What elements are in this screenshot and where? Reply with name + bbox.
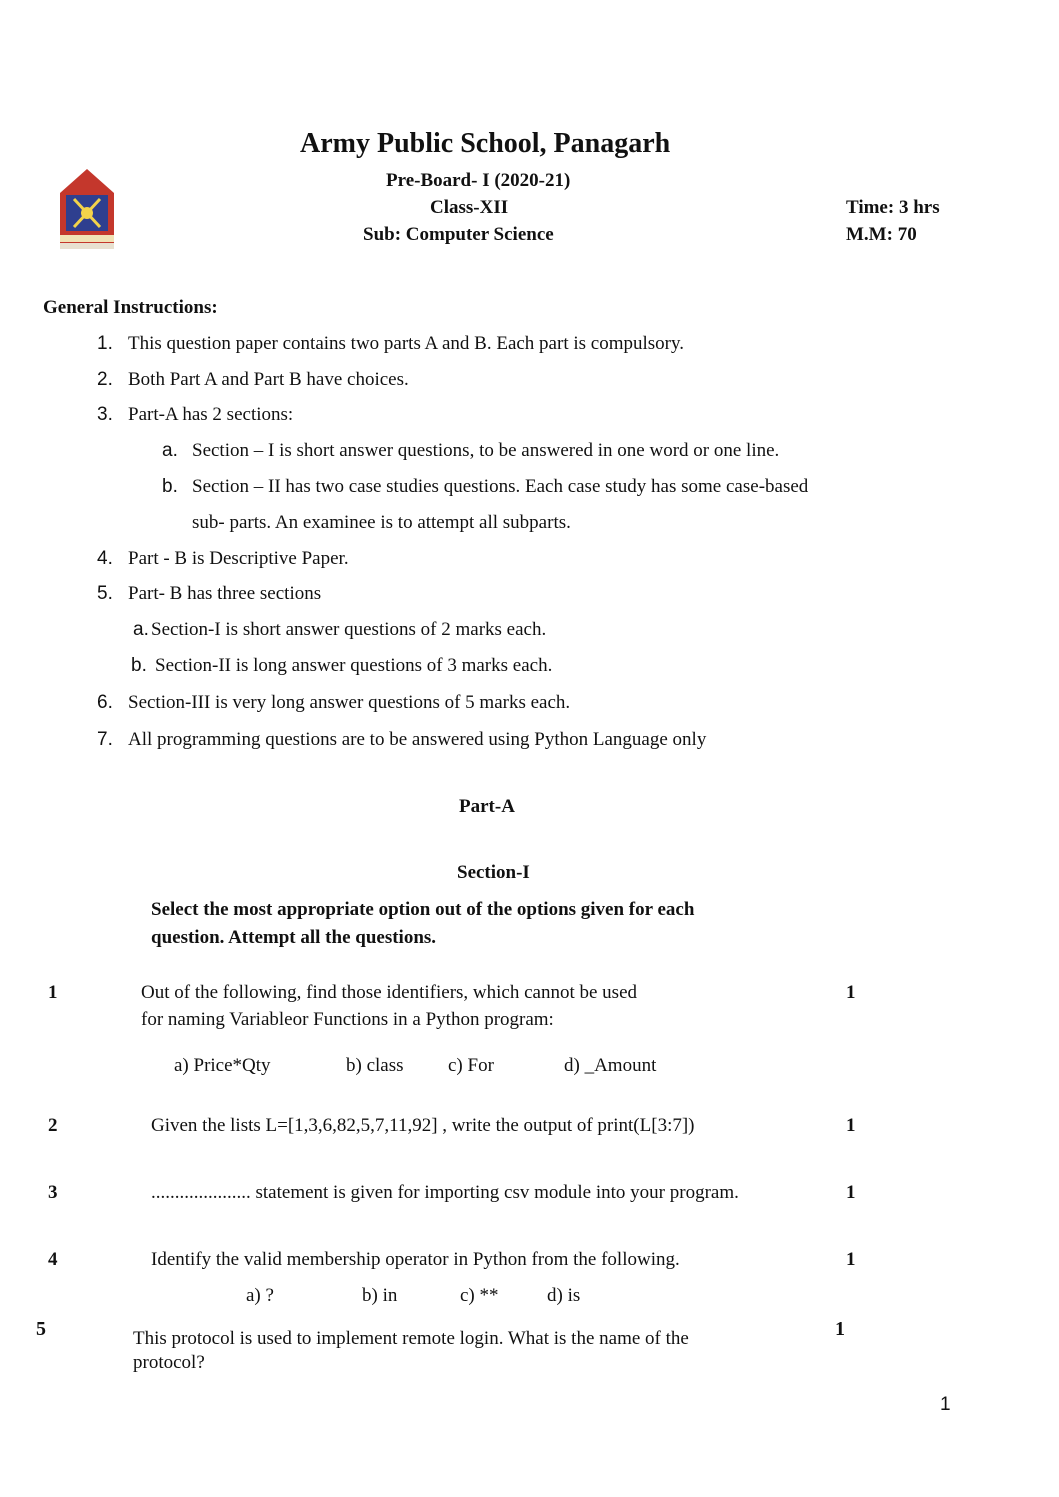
- instructions-heading: General Instructions:: [43, 297, 218, 318]
- part-heading: Part-A: [459, 796, 515, 817]
- question-option: d) is: [547, 1285, 581, 1306]
- question-option: a) ?: [246, 1285, 274, 1306]
- question-option: c) For: [448, 1055, 494, 1076]
- instruction-text: sub- parts. An examinee is to attempt all subparts.: [192, 512, 571, 533]
- question-text: Identify the valid membership operator in Python from the following.: [151, 1249, 680, 1270]
- instruction-text: Section-I is short answer questions of 2 marks each.: [151, 619, 547, 640]
- instruction-text: Section – II has two case studies questions. Each case study has some case-based: [192, 476, 809, 497]
- subject-label: Sub: Computer Science: [363, 224, 554, 245]
- class-label: Class-XII: [430, 197, 509, 218]
- page-number: 1: [940, 1394, 951, 1415]
- instruction-subletter: b.: [162, 476, 178, 497]
- question-option: c) **: [460, 1285, 499, 1306]
- instruction-number: 7.: [97, 729, 113, 750]
- question-number: 3: [48, 1182, 58, 1203]
- instruction-number: 4.: [97, 548, 113, 569]
- instruction-number: 6.: [97, 692, 113, 713]
- question-number: 1: [48, 982, 58, 1003]
- instruction-number: 1.: [97, 333, 113, 354]
- question-marks: 1: [846, 982, 856, 1003]
- question-option: d) _Amount: [564, 1055, 657, 1076]
- question-number: 4: [48, 1249, 58, 1270]
- instruction-text: Section – I is short answer questions, to be answered in one word or one line.: [192, 440, 780, 461]
- section-heading: Section-I: [457, 862, 530, 883]
- question-option: b) class: [346, 1055, 404, 1076]
- question-text: ..................... statement is given for importing csv module into your program.: [151, 1182, 739, 1203]
- instruction-number: 5.: [97, 583, 113, 604]
- instruction-text: Section-II is long answer questions of 3 marks each.: [155, 655, 553, 676]
- exam-title: Pre-Board- I (2020-21): [386, 170, 571, 191]
- instruction-text: Part - B is Descriptive Paper.: [128, 548, 349, 569]
- question-text: Out of the following, find those identifiers, which cannot be used: [141, 982, 638, 1003]
- instruction-text: Section-III is very long answer questions of 5 marks each.: [128, 692, 571, 713]
- question-text: for naming Variableor Functions in a Python program:: [141, 1009, 554, 1030]
- question-text: Given the lists L=[1,3,6,82,5,7,11,92] , write the output of print(L[3:7]): [151, 1115, 695, 1136]
- instruction-text: Both Part A and Part B have choices.: [128, 369, 409, 390]
- instruction-text: Part-A has 2 sections:: [128, 404, 294, 425]
- instruction-text: This question paper contains two parts A and B. Each part is compulsory.: [128, 333, 685, 354]
- instruction-subletter: a.: [162, 440, 178, 461]
- instruction-text: Part- B has three sections: [128, 583, 322, 604]
- question-marks: 1: [846, 1182, 856, 1203]
- section-note: question. Attempt all the questions.: [151, 927, 437, 948]
- question-text: protocol?: [133, 1352, 205, 1373]
- school-name: Army Public School, Panagarh: [300, 128, 671, 159]
- instruction-subletter: a.: [133, 619, 149, 640]
- instruction-number: 2.: [97, 369, 113, 390]
- question-marks: 1: [846, 1249, 856, 1270]
- question-option: b) in: [362, 1285, 398, 1306]
- question-text: This protocol is used to implement remote login. What is the name of the: [133, 1328, 689, 1349]
- question-option: a) Price*Qty: [174, 1055, 271, 1076]
- question-number: 5: [36, 1318, 46, 1340]
- max-marks-label: M.M: 70: [846, 224, 917, 245]
- instruction-number: 3.: [97, 404, 113, 425]
- section-note: Select the most appropriate option out of the options given for each: [151, 899, 695, 920]
- instruction-subletter: b.: [131, 655, 147, 676]
- instruction-text: All programming questions are to be answered using Python Language only: [128, 729, 707, 750]
- question-number: 2: [48, 1115, 58, 1136]
- question-marks: 1: [846, 1115, 856, 1136]
- question-marks: 1: [835, 1318, 845, 1340]
- school-logo: [54, 165, 120, 255]
- time-label: Time: 3 hrs: [846, 197, 940, 218]
